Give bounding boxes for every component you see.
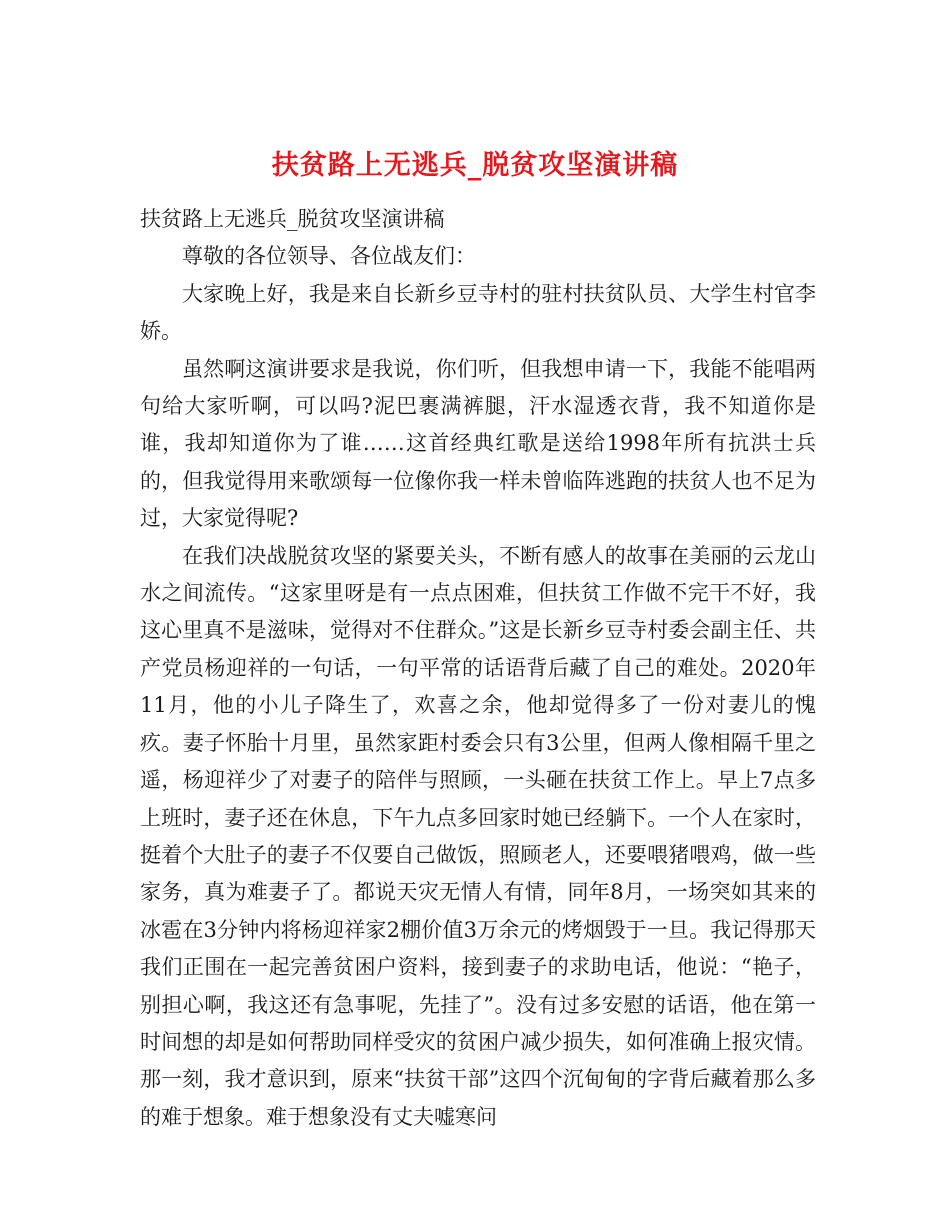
salutation-paragraph: 尊敬的各位领导、各位战友们： bbox=[182, 244, 476, 269]
song-paragraph: 虽然啊这演讲要求是我说，你们听，但我想申请一下，我能不能唱两句给大家听啊，可以吗?泥巴裹满裤腿，汗水湿透衣背，我不知道你是谁，我却知道你为了谁……这首经典红歌是送给1998年所有抗洪士兵的，但我觉得用来歌颂每一位像你我一样未曾临阵逃跑的扶贫人也不足为过，大家觉得呢? bbox=[140, 356, 816, 531]
document-title: 扶贫路上无逃兵_脱贫攻坚演讲稿 bbox=[271, 150, 679, 182]
story-paragraph: 在我们决战脱贫攻坚的紧要关头，不断有感人的故事在美丽的云龙山水之间流传。“这家里呀是有一点点困难，但扶贫工作做不完干不好，我这心里真不是滋味，觉得对不住群众。”这是长新乡豆寺村委会副主任、共产党员杨迎祥的一句话，一句平常的话语背后藏了自己的难处。2020年11月，他的小儿子降生了，欢喜之余，他却觉得多了一份对妻儿的愧疚。妻子怀胎十月里，虽然家距村委会只有3公里，但两人像相隔千里之遥，杨迎祥少了对妻子的陪伴与照顾，一头砸在扶贫工作上。早上7点多上班时，妻子还在休息，下午九点多回家时她已经躺下。一个人在家时，挺着个大肚子的妻子不仅要自己做饭，照顾老人，还要喂猪喂鸡，做一些家务，真为难妻子了。都说天灾无情人有情，同年8月，一场突如其来的冰雹在3分钟内将杨迎祥家2棚价值3万余元的烤烟毁于一旦。我记得那天我们正围在一起完善贫困户资料，接到妻子的求助电话，他说：“艳子，别担心啊，我这还有急事呢，先挂了”。没有过多安慰的话语，他在第一时间想的却是如何帮助同样受灾的贫困户减少损失，如何准确上报灾情。那一刻，我才意识到，原来“扶贫干部”这四个沉甸甸的字背后藏着那么多的难于想象。难于想象没有丈夫嘘寒问 bbox=[140, 543, 816, 1129]
document-subtitle-paragraph: 扶贫路上无逃兵_脱贫攻坚演讲稿 bbox=[140, 207, 445, 231]
document-body bbox=[140, 201, 816, 1136]
greeting-paragraph: 大家晚上好，我是来自长新乡豆寺村的驻村扶贫队员、大学生村官李娇。 bbox=[140, 281, 816, 344]
